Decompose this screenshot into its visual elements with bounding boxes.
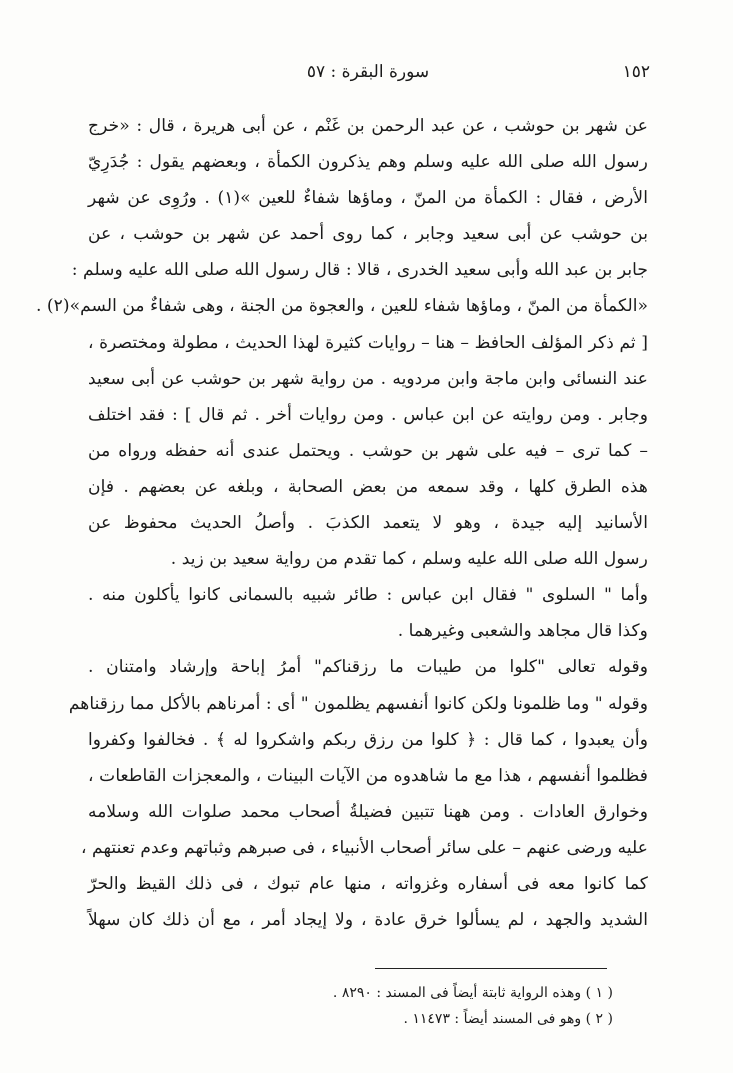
text-line: كما كانوا معه فى أسفاره وغزواته ، منها عام تبوك ، فى ذلك القيظ والحرّ bbox=[88, 873, 648, 894]
text-line: الأسانيد إليه جيدة ، وهو لا يتعمد الكذبَ . وأصلُ الحديث محفوظ عن bbox=[88, 513, 648, 534]
footnote: ( ١ ) وهذه الرواية ثابتة أيضاً فى المسند : ٨٢٩٠ . bbox=[332, 985, 613, 1001]
text-line: وقوله " وما ظلمونا ولكن كانوا أنفسهم يظلمون " أى : أمرناهم بالأكل مما رزقناهم bbox=[68, 693, 648, 714]
text-line: وقوله تعالى "كلوا من طيبات ما رزقناكم" أمرُ إباحة وإرشاد وامتنان . bbox=[88, 657, 648, 678]
page-header bbox=[90, 62, 650, 90]
text-line: – كما ترى – فيه على شهر بن حوشب . ويحتمل عندى أنه حفظه ورواه من bbox=[88, 440, 648, 461]
text-line: جابر بن عبد الله وأبى سعيد الخدرى ، قالا : قال رسول الله صلى الله عليه وسلم : bbox=[71, 260, 648, 281]
text-line: فظلموا أنفسهم ، هذا مع ما شاهدوه من الآيات البينات ، والمعجزات القاطعات ، bbox=[88, 765, 648, 786]
text-line: وكذا قال مجاهد والشعبى وغيرهما . bbox=[397, 621, 648, 642]
text-line: الأرض ، فقال : الكمأة من المنّ ، وماؤها شفاءٌ للعين »(١) . ورُوِى عن شهر bbox=[88, 188, 648, 209]
text-line: عند النسائى وابن ماجة وابن مردويه . من رواية شهر بن حوشب عن أبى سعيد bbox=[88, 368, 648, 389]
text-line: رسول الله صلى الله عليه وسلم ، كما تقدم من رواية سعيد بن زيد . bbox=[170, 549, 648, 570]
text-line: بن حوشب عن أبى سعيد وجابر ، كما روى أحمد عن شهر بن حوشب ، عن bbox=[88, 224, 648, 245]
surah-title: سورة البقرة : ٥٧ bbox=[306, 62, 430, 82]
text-line: رسول الله صلى الله عليه وسلم وهم يذكرون الكمأة ، وبعضهم يقول : جُدَرِيّ bbox=[88, 152, 648, 173]
footnote: ( ٢ ) وهو فى المسند أيضاً : ١١٤٧٣ . bbox=[403, 1011, 613, 1027]
text-line: «الكمأة من المنّ ، وماؤها شفاء للعين ، والعجوة من الجنة ، وهى شفاءٌ من السم»(٢) . bbox=[35, 296, 648, 317]
text-line: وأما " السلوى " فقال ابن عباس : طائر شبيه بالسمانى كانوا يأكلون منه . bbox=[88, 585, 648, 606]
text-line: عن شهر بن حوشب ، عن عبد الرحمن بن غَنْم ، عن أبى هريرة ، قال : «خرج bbox=[88, 116, 648, 136]
text-line: هذه الطرق كلها ، وقد سمعه من بعض الصحابة ، وبلغه عن بعضهم . فإن bbox=[88, 476, 648, 497]
text-line: عليه ورضى عنهم – على سائر أصحاب الأنبياء ، فى صبرهم وثباتهم وعدم تعنتهم ، bbox=[81, 837, 648, 858]
page-number: ١٥٢ bbox=[622, 62, 650, 82]
text-line: وأن يعبدوا ، كما قال : ﴿ كلوا من رزق ربكم واشكروا له ﴾ . فخالفوا وكفروا bbox=[88, 729, 648, 750]
footnotes bbox=[193, 980, 613, 1032]
text-line: وخوارق العادات . ومن ههنا تتبين فضيلةُ أصحاب محمد صلوات الله وسلامه bbox=[88, 801, 648, 822]
text-line: وجابر . ومن روايته عن ابن عباس . ومن روايات أخر . ثم قال ] : فقد اختلف bbox=[88, 404, 648, 425]
text-line: الشديد والجهد ، لم يسألوا خرق عادة ، ولا إيجاد أمر ، مع أن ذلك كان سهلاً bbox=[88, 910, 648, 931]
text-line: [ ثم ذكر المؤلف الحافظ – هنا – روايات كثيرة لهذا الحديث ، مطولة ومختصرة ، bbox=[88, 332, 648, 353]
footnote-divider bbox=[375, 968, 607, 969]
body-text bbox=[35, 108, 648, 938]
